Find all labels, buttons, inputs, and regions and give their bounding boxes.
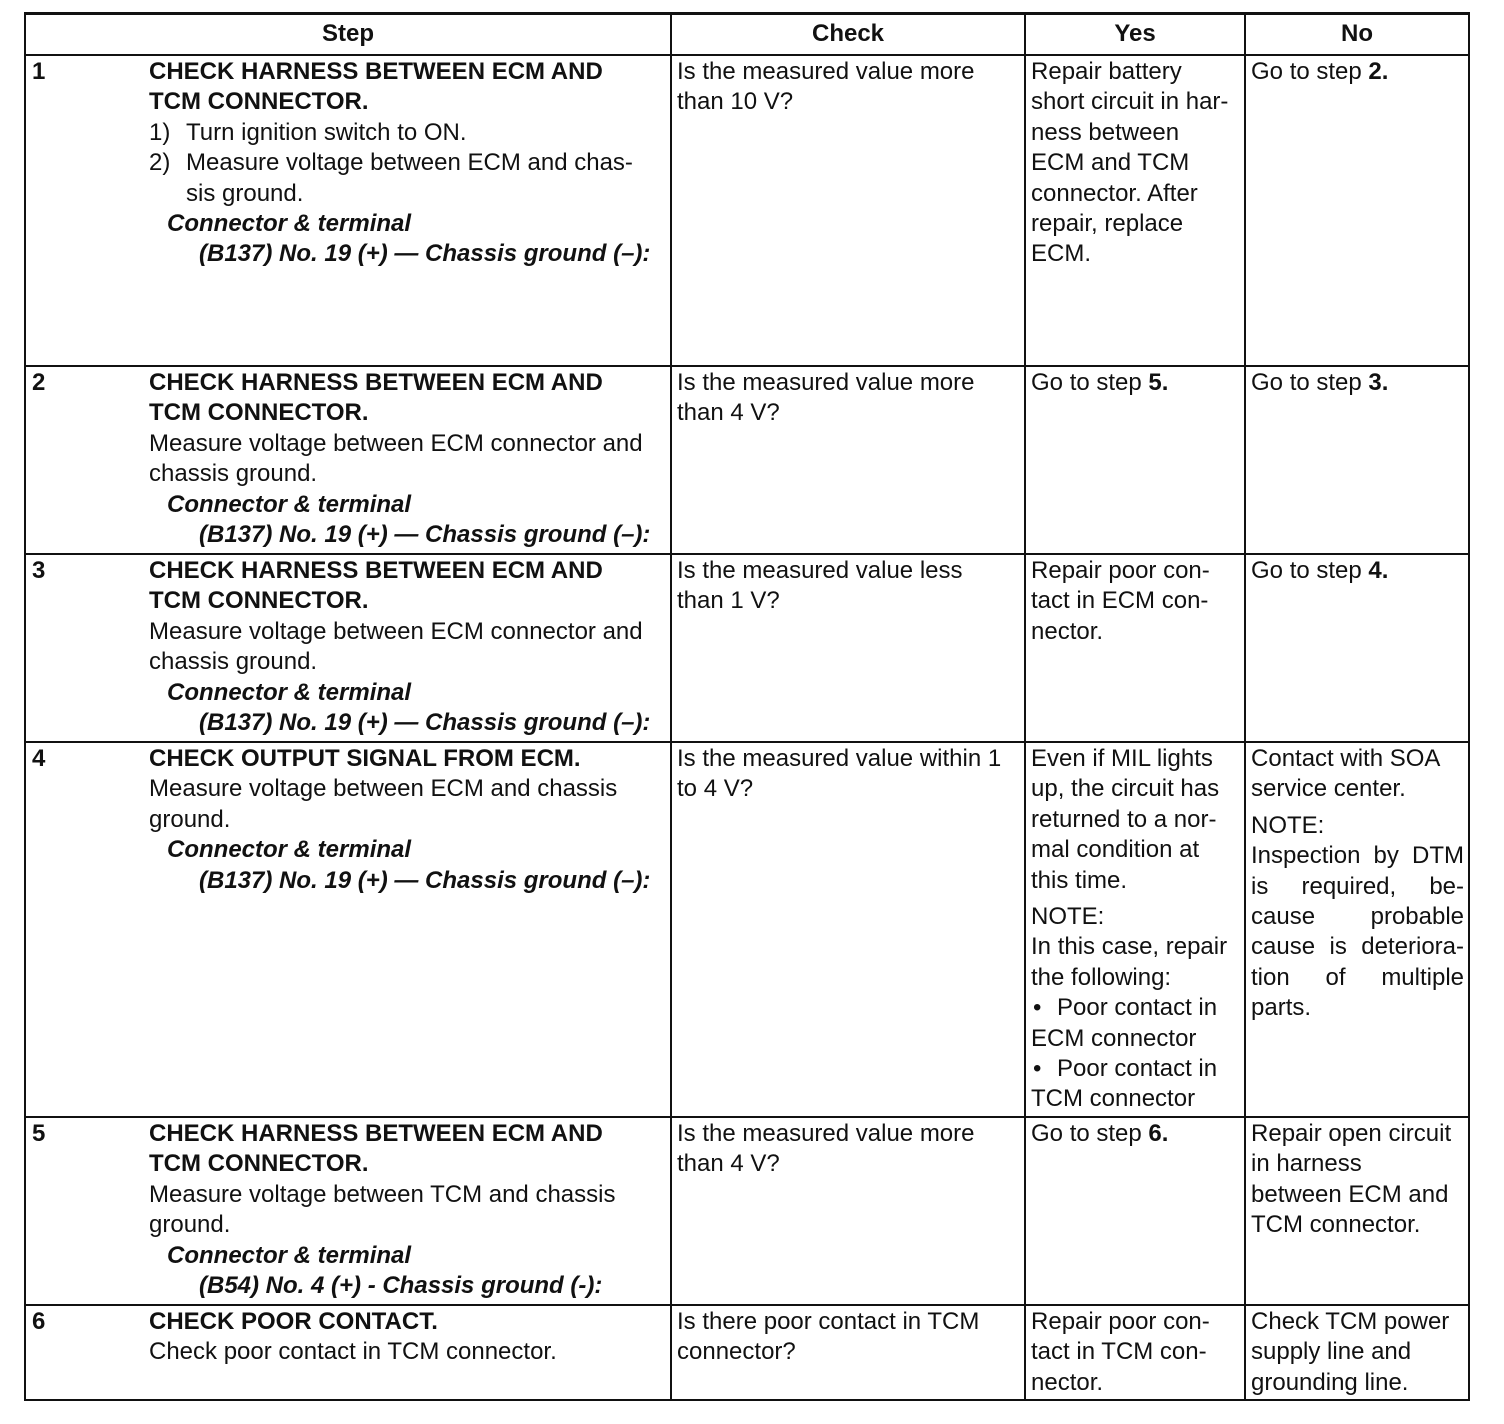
no-text: TCM connector.	[1251, 1211, 1421, 1239]
step-description: ground.	[149, 1211, 231, 1239]
yes-text: repair, replace	[1031, 210, 1184, 238]
no-text: Go to step	[1251, 58, 1369, 85]
connector-terminal-heading: Connector & terminal	[167, 678, 412, 706]
check-text: to 4 V?	[677, 775, 754, 803]
table-row	[25, 1117, 1469, 1305]
step-description: chassis ground.	[149, 460, 318, 488]
no-text: between ECM and	[1251, 1180, 1449, 1208]
yes-text: tact in TCM con-	[1031, 1338, 1207, 1366]
check-text: than 1 V?	[677, 587, 780, 615]
connector-terminal-heading: Connector & terminal	[167, 1241, 412, 1269]
no-text: Go to step	[1251, 369, 1369, 396]
step-number: 3	[25, 554, 143, 742]
note-label: NOTE:	[1031, 903, 1105, 931]
yes-cell	[1025, 55, 1245, 366]
check-text: Is the measured value within 1	[677, 745, 1002, 772]
step-description: ground.	[149, 805, 231, 833]
bullet-icon: •	[1033, 994, 1042, 1022]
table-row	[25, 554, 1469, 742]
no-cell	[1245, 55, 1469, 366]
yes-text: Repair battery	[1031, 58, 1182, 85]
step-number: 5	[25, 1117, 143, 1305]
no-text: Repair open circuit	[1251, 1120, 1452, 1147]
step-number: 6	[25, 1305, 143, 1400]
connector-terminal-detail: (B137) No. 19 (+) — Chassis ground (–):	[199, 866, 651, 894]
yes-text: ECM and TCM	[1031, 149, 1190, 177]
bullet-icon: •	[1033, 1055, 1042, 1083]
yes-text: returned to a nor-	[1031, 805, 1217, 833]
step-description: Measure voltage between TCM and chassis	[149, 1180, 616, 1208]
check-cell	[671, 742, 1025, 1117]
yes-text: Repair poor con-	[1031, 1308, 1210, 1335]
yes-text: ECM.	[1031, 240, 1092, 268]
procedure-item	[149, 148, 668, 209]
step-description: Check poor contact in TCM connector.	[149, 1338, 557, 1366]
bullet-item	[1031, 993, 1240, 1023]
no-cell	[1245, 1117, 1469, 1305]
no-text: supply line and	[1251, 1338, 1412, 1366]
note-label: NOTE:	[1251, 811, 1325, 839]
step-title: TCM CONNECTOR.	[149, 88, 369, 116]
yes-text: nector.	[1031, 1368, 1104, 1396]
no-cell	[1245, 1305, 1469, 1400]
procedure-number: 2)	[149, 149, 171, 177]
goto-step-ref: 4.	[1368, 557, 1389, 584]
yes-cell	[1025, 366, 1245, 554]
no-text: Check TCM power	[1251, 1308, 1450, 1335]
check-cell	[671, 1117, 1025, 1305]
yes-text: short circuit in har-	[1031, 88, 1229, 116]
procedure-text: Turn ignition switch to ON.	[186, 118, 467, 146]
bullet-text: ECM connector	[1031, 1024, 1197, 1052]
check-text: Is the measured value less	[677, 557, 963, 584]
header-no: No	[1245, 14, 1469, 56]
step-cell	[143, 55, 671, 366]
step-title: CHECK HARNESS BETWEEN ECM AND	[149, 369, 603, 396]
step-description: chassis ground.	[149, 648, 318, 676]
note-text: the following:	[1031, 963, 1172, 991]
yes-text: up, the circuit has	[1031, 775, 1220, 803]
header-check: Check	[671, 14, 1025, 56]
check-cell	[671, 55, 1025, 366]
step-number: 4	[25, 742, 143, 1117]
connector-terminal-detail: (B54) No. 4 (+) - Chassis ground (-):	[199, 1272, 603, 1300]
step-description: Measure voltage between ECM connector and	[149, 429, 643, 457]
yes-text: nector.	[1031, 617, 1104, 645]
yes-text: Go to step	[1031, 1120, 1149, 1147]
no-text: Go to step	[1251, 557, 1369, 584]
note-text: Inspection by DTM is required, be-cause probable cause is deteriora-tion of multiple parts.	[1251, 842, 1465, 1022]
check-cell	[671, 554, 1025, 742]
step-number: 1	[25, 55, 143, 366]
step-title: CHECK HARNESS BETWEEN ECM AND	[149, 1120, 603, 1147]
step-title: CHECK HARNESS BETWEEN ECM AND	[149, 58, 603, 85]
yes-cell	[1025, 742, 1245, 1117]
yes-cell	[1025, 554, 1245, 742]
step-description: Measure voltage between ECM connector and	[149, 617, 643, 645]
procedure-item	[149, 118, 668, 148]
diagnostic-table	[24, 12, 1470, 1401]
table-row	[25, 742, 1469, 1117]
header-yes: Yes	[1025, 14, 1245, 56]
bullet-text: Poor contact in	[1057, 994, 1218, 1022]
no-text: in harness	[1251, 1150, 1362, 1178]
no-cell	[1245, 554, 1469, 742]
step-cell	[143, 742, 671, 1117]
step-cell	[143, 554, 671, 742]
header-row	[25, 14, 1469, 56]
connector-terminal-heading: Connector & terminal	[167, 490, 412, 518]
connector-terminal-detail: (B137) No. 19 (+) — Chassis ground (–):	[199, 240, 651, 268]
no-text: Contact with SOA	[1251, 745, 1441, 772]
check-cell	[671, 366, 1025, 554]
check-text: Is there poor contact in TCM	[677, 1308, 980, 1335]
step-description: Measure voltage between ECM and chassis	[149, 775, 618, 803]
check-text: connector?	[677, 1338, 796, 1366]
table-row	[25, 1305, 1469, 1400]
yes-text: this time.	[1031, 866, 1128, 894]
check-text: than 10 V?	[677, 88, 794, 116]
no-cell	[1245, 366, 1469, 554]
connector-terminal-heading: Connector & terminal	[167, 210, 412, 238]
procedure-text: Measure voltage between ECM and chas-	[186, 149, 633, 177]
goto-step-ref: 5.	[1148, 369, 1169, 396]
header-step: Step	[25, 14, 671, 56]
procedure-number: 1)	[149, 118, 171, 146]
yes-text: ness between	[1031, 118, 1180, 146]
bullet-text: TCM connector	[1031, 1085, 1196, 1113]
step-cell	[143, 1305, 671, 1400]
step-title: TCM CONNECTOR.	[149, 587, 369, 615]
step-title: CHECK OUTPUT SIGNAL FROM ECM.	[149, 745, 581, 772]
check-text: Is the measured value more	[677, 58, 975, 85]
yes-cell	[1025, 1117, 1245, 1305]
step-cell	[143, 366, 671, 554]
goto-step-ref: 2.	[1368, 58, 1389, 85]
connector-terminal-heading: Connector & terminal	[167, 836, 412, 864]
step-title: CHECK POOR CONTACT.	[149, 1308, 438, 1335]
step-cell	[143, 1117, 671, 1305]
procedure-text: sis ground.	[186, 179, 304, 207]
yes-text: mal condition at	[1031, 836, 1200, 864]
yes-text: Go to step	[1031, 369, 1149, 396]
bullet-text: Poor contact in	[1057, 1055, 1218, 1083]
step-title: TCM CONNECTOR.	[149, 1150, 369, 1178]
table-row	[25, 366, 1469, 554]
no-text: grounding line.	[1251, 1368, 1409, 1396]
yes-text: Repair poor con-	[1031, 557, 1210, 584]
check-text: than 4 V?	[677, 1150, 780, 1178]
goto-step-ref: 3.	[1368, 369, 1389, 396]
step-title: CHECK HARNESS BETWEEN ECM AND	[149, 557, 603, 584]
check-text: than 4 V?	[677, 399, 780, 427]
check-text: Is the measured value more	[677, 369, 975, 396]
yes-text: Even if MIL lights	[1031, 745, 1213, 772]
bullet-item	[1031, 1054, 1240, 1084]
table-row	[25, 55, 1469, 366]
step-number: 2	[25, 366, 143, 554]
yes-text: connector. After	[1031, 179, 1198, 207]
step-title: TCM CONNECTOR.	[149, 399, 369, 427]
yes-cell	[1025, 1305, 1245, 1400]
note-text: In this case, repair	[1031, 933, 1228, 961]
no-cell	[1245, 742, 1469, 1117]
yes-text: tact in ECM con-	[1031, 587, 1209, 615]
connector-terminal-detail: (B137) No. 19 (+) — Chassis ground (–):	[199, 521, 651, 549]
check-text: Is the measured value more	[677, 1120, 975, 1147]
check-cell	[671, 1305, 1025, 1400]
connector-terminal-detail: (B137) No. 19 (+) — Chassis ground (–):	[199, 709, 651, 737]
no-text: service center.	[1251, 775, 1406, 803]
goto-step-ref: 6.	[1148, 1120, 1169, 1147]
